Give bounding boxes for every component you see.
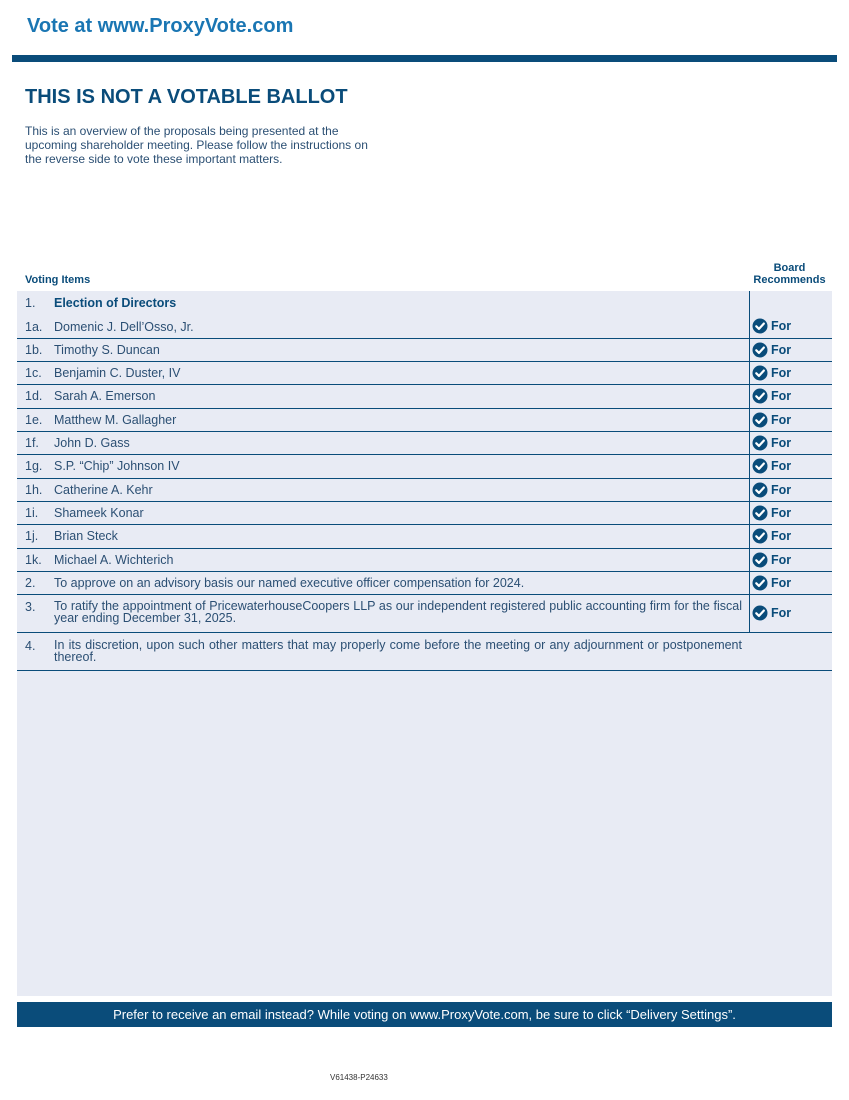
board-recommendation [752,552,791,568]
recommendation-label: For [771,319,792,333]
recommendation-label: For [771,606,792,620]
check-circle-icon [752,458,768,474]
check-circle-icon [752,528,768,544]
table-row [17,385,832,409]
item-number: 1h. [25,483,43,497]
item-number: 1c. [25,366,42,380]
recommendation-label: For [771,459,792,473]
item-number: 2. [25,576,36,590]
item-text: Matthew M. Gallagher [54,413,177,427]
item-number: 4. [25,639,36,653]
item-text: Timothy S. Duncan [54,343,160,357]
item-number: 3. [25,600,36,614]
recommendation-label: For [771,576,792,590]
board-recommendation [752,365,791,381]
board-recommendation [752,435,791,451]
item-text: To ratify the appointment of PricewaterhouseCoopers LLP as our independent registered public accounting firm for the fiscal year ending December 31, 2025. [54,599,742,625]
check-circle-icon [752,365,768,381]
item-number: 1d. [25,389,43,403]
item-number: 1b. [25,343,43,357]
item-text: Michael A. Wichterich [54,553,174,567]
item-text: Brian Steck [54,529,118,543]
table-row [17,595,832,633]
check-circle-icon [752,342,768,358]
table-row [17,525,832,549]
check-circle-icon [752,412,768,428]
table-row [17,315,832,339]
delivery-settings-banner: Prefer to receive an email instead? While voting on www.ProxyVote.com, be sure to click “Delivery Settings”. [17,1002,832,1027]
recommendation-label: For [771,529,792,543]
recommendation-label: For [771,343,792,357]
table-row [17,339,832,362]
table-row [17,291,832,315]
item-text: S.P. “Chip” Johnson IV [54,459,180,473]
page-title: THIS IS NOT A VOTABLE BALLOT [25,86,348,108]
column-header-line: Board [773,262,806,274]
table-row [17,572,832,595]
recommendation-label: For [771,413,792,427]
check-circle-icon [752,552,768,568]
board-recommendation [752,318,791,334]
item-number: 1. [25,296,36,310]
item-text: John D. Gass [54,436,130,450]
check-circle-icon [752,318,768,334]
table-row [17,549,832,572]
recommendation-label: For [771,553,792,567]
item-number: 1a. [25,320,43,334]
check-circle-icon [752,605,768,621]
board-recommendation [752,575,791,591]
table-row [17,633,832,671]
item-text: In its discretion, upon such other matters that may properly come before the meeting or any adjournment or postponement thereof. [54,638,742,664]
item-text: Domenic J. Dell’Osso, Jr. [54,320,194,334]
item-number: 1j. [25,529,39,543]
column-header-board-recommends [748,262,831,286]
check-circle-icon [752,505,768,521]
intro-line: the reverse side to vote these important matters. [25,152,283,166]
item-number: 1k. [25,553,42,567]
header-divider [12,55,837,62]
board-recommendation [752,458,791,474]
item-text: Election of Directors [54,296,177,310]
check-circle-icon [752,482,768,498]
recommendation-label: For [771,506,792,520]
intro-line: This is an overview of the proposals being presented at the [25,124,339,138]
recommendation-label: For [771,389,792,403]
header-title: Vote at www.ProxyVote.com [27,15,294,37]
check-circle-icon [752,388,768,404]
document-code: V61438-P24633 [330,1073,388,1082]
board-recommendation [752,342,791,358]
item-text: Catherine A. Kehr [54,483,153,497]
board-recommendation [752,412,791,428]
intro-text [25,124,425,166]
item-text: Shameek Konar [54,506,144,520]
board-recommendation [752,505,791,521]
table-row [17,455,832,479]
item-text: Sarah A. Emerson [54,389,156,403]
item-number: 1i. [25,506,39,520]
item-text: Benjamin C. Duster, IV [54,366,181,380]
board-recommendation [752,482,791,498]
board-recommendation [752,388,791,404]
recommendation-label: For [771,483,792,497]
item-number: 1f. [25,436,39,450]
check-circle-icon [752,435,768,451]
recommendation-label: For [771,366,792,380]
check-circle-icon [752,575,768,591]
column-header-voting-items: Voting Items [25,274,91,286]
table-row [17,502,832,525]
item-number: 1e. [25,413,43,427]
table-row [17,479,832,502]
column-header-line: Recommends [753,274,826,286]
board-recommendation [752,605,791,621]
board-recommendation [752,528,791,544]
recommendation-label: For [771,436,792,450]
table-row [17,362,832,385]
table-row [17,409,832,432]
item-text: To approve on an advisory basis our named executive officer compensation for 2024. [54,576,525,590]
item-number: 1g. [25,459,43,473]
table-row [17,432,832,455]
intro-line: upcoming shareholder meeting. Please follow the instructions on [25,138,368,152]
